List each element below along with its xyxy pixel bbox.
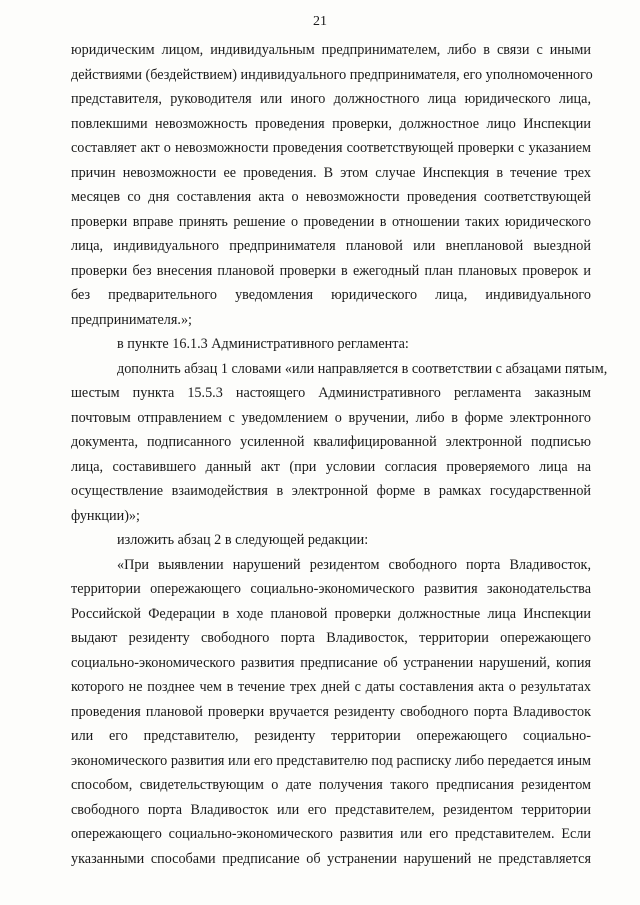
- text-line: экономического развития или его представителю под расписку либо передается иным: [71, 752, 591, 769]
- text-line: функции)»;: [71, 507, 140, 524]
- text-line: действиями (бездействием) индивидуального предпринимателя, его уполномоченного: [71, 66, 593, 83]
- text-line: осуществление взаимодействия в электронной форме в рамках государственной: [71, 483, 591, 499]
- document-body: [71, 38, 608, 871]
- text-line: шестым пункта 15.5.3 настоящего Административного регламента заказным: [71, 385, 591, 401]
- text-line: лица, индивидуального предпринимателя плановой или внеплановой выездной: [71, 238, 591, 254]
- text-line: «При выявлении нарушений резидентом свободного порта Владивосток,: [117, 556, 591, 573]
- text-line: проверки вправе принять решение о проведении в отношении таких юридического: [71, 213, 591, 230]
- text-line: изложить абзац 2 в следующей редакции:: [117, 532, 369, 548]
- text-line: территории опережающего социально-экономического развития законодательства: [71, 581, 591, 597]
- text-line: или его представителю, резиденту территории опережающего социально-: [71, 728, 591, 744]
- page-number: 21: [313, 14, 327, 29]
- text-line: документа, подписанного усиленной квалифицированной электронной подписью: [71, 434, 591, 450]
- text-line: повлекшими невозможность проведения проверки, должностное лицо Инспекции: [71, 115, 591, 132]
- text-line: лица, составившего данный акт (при условии согласия проверяемого лица на: [71, 458, 591, 475]
- text-line: причин невозможности ее проведения. В этом случае Инспекция в течение трех: [71, 164, 591, 181]
- text-line: без предварительного уведомления юридического лица, индивидуального: [71, 287, 591, 303]
- text-line: месяцев со дня составления акта о невозможности проведения соответствующей: [71, 189, 591, 205]
- text-line: дополнить абзац 1 словами «или направляется в соответствии с абзацами пятым,: [117, 360, 608, 377]
- text-line: указанными способами предписание об устранении нарушений не представляется: [71, 850, 591, 867]
- text-line: юридическим лицом, индивидуальным предпринимателем, либо в связи с иными: [71, 42, 591, 58]
- text-line: представителя, руководителя или иного должностного лица юридического лица,: [71, 91, 591, 107]
- text-line: почтовым отправлением с уведомлением о вручении, либо в форме электронного: [71, 409, 591, 426]
- text-line: предпринимателя.»;: [71, 311, 192, 328]
- text-line: составляет акт о невозможности проведения соответствующей проверки с указанием: [71, 140, 591, 156]
- text-line: проведения плановой проверки вручается резиденту свободного порта Владивосток: [71, 703, 591, 720]
- text-line: социально-экономического развития предписание об устранении нарушений, копия: [71, 654, 591, 671]
- text-line: свободного порта Владивосток или его представителем, резидентом территории: [71, 801, 591, 818]
- text-line: в пункте 16.1.3 Административного регламента:: [117, 336, 409, 352]
- text-line: выдают резиденту свободного порта Владивосток, территории опережающего: [71, 630, 591, 646]
- text-line: способом, свидетельствующим о дате получения такого предписания резидентом: [71, 777, 591, 793]
- text-line: опережающего социально-экономического развития или его представителем. Если: [71, 826, 591, 842]
- text-line: которого не позднее чем в течение трех дней с даты составления акта о результатах: [71, 679, 591, 695]
- text-line: проверки без внесения плановой проверки в ежегодный план плановых проверок и: [71, 262, 591, 279]
- text-line: Российской Федерации в ходе плановой проверки должностные лица Инспекции: [71, 605, 591, 622]
